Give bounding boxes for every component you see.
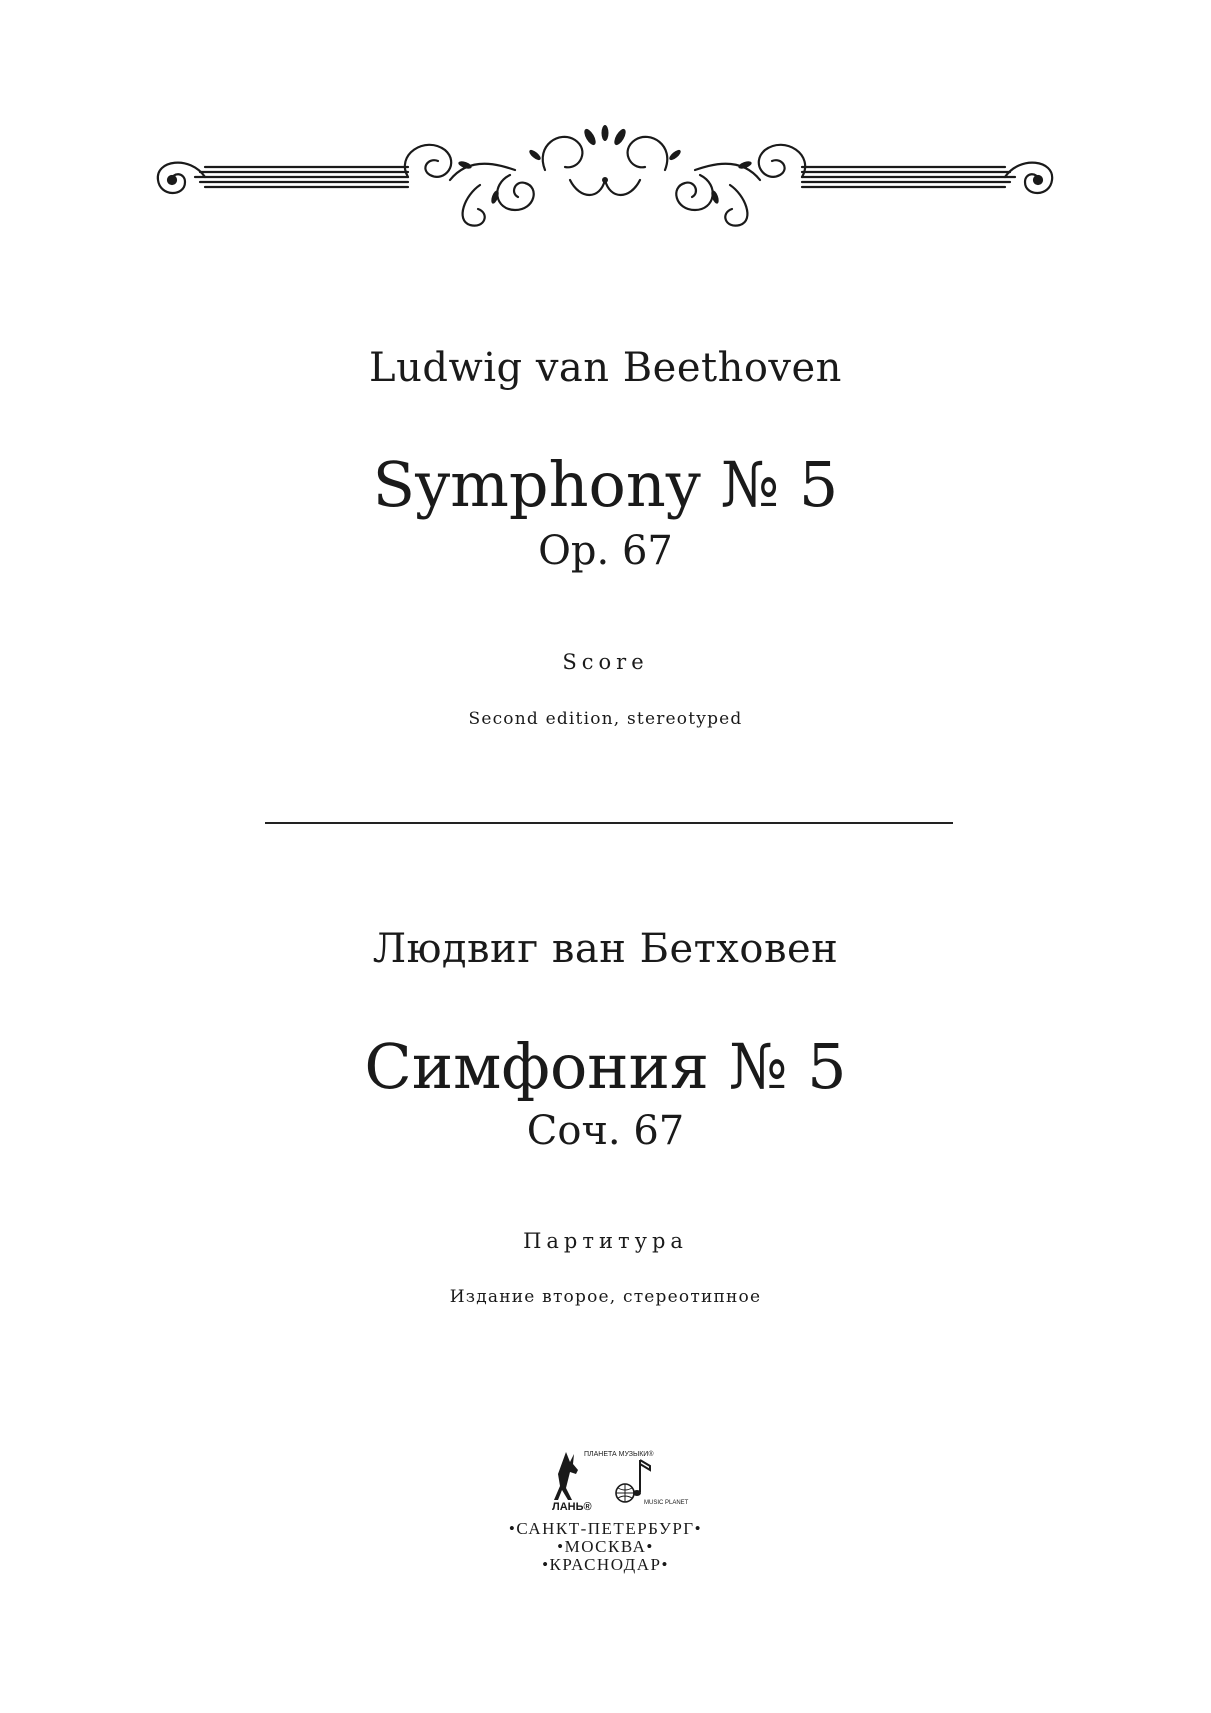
- section-divider: [265, 822, 953, 824]
- logo-lan-text: ЛАНЬ®: [552, 1501, 592, 1513]
- ornamental-flourish-icon: [150, 125, 1060, 235]
- edition-note-ru: Издание второе, стереотипное: [449, 1287, 762, 1307]
- opus-number-ru: Соч. 67: [526, 1108, 685, 1154]
- logo-planet-text: ПЛАНЕТА МУЗЫКИ®: [584, 1451, 654, 1458]
- city-line: •МОСКВА•: [557, 1537, 654, 1556]
- edition-note-en: Second edition, stereotyped: [468, 709, 743, 729]
- lan-deer-logo-icon: [548, 1448, 689, 1513]
- composer-name-en: Ludwig van Beethoven: [369, 345, 842, 391]
- score-label-en: Score: [562, 650, 649, 674]
- opus-number-en: Op. 67: [538, 528, 673, 574]
- score-label-ru: Партитура: [523, 1229, 688, 1253]
- logo-music-planet-text: MUSIC PLANET: [644, 1500, 689, 1506]
- work-title-ru: Симфония № 5: [364, 1030, 847, 1103]
- city-line: •САНКТ-ПЕТЕРБУРГ•: [508, 1519, 703, 1538]
- city-line: •КРАСНОДАР•: [542, 1555, 669, 1574]
- composer-name-ru: Людвиг ван Бетховен: [372, 926, 839, 972]
- work-title-en: Symphony № 5: [372, 448, 839, 521]
